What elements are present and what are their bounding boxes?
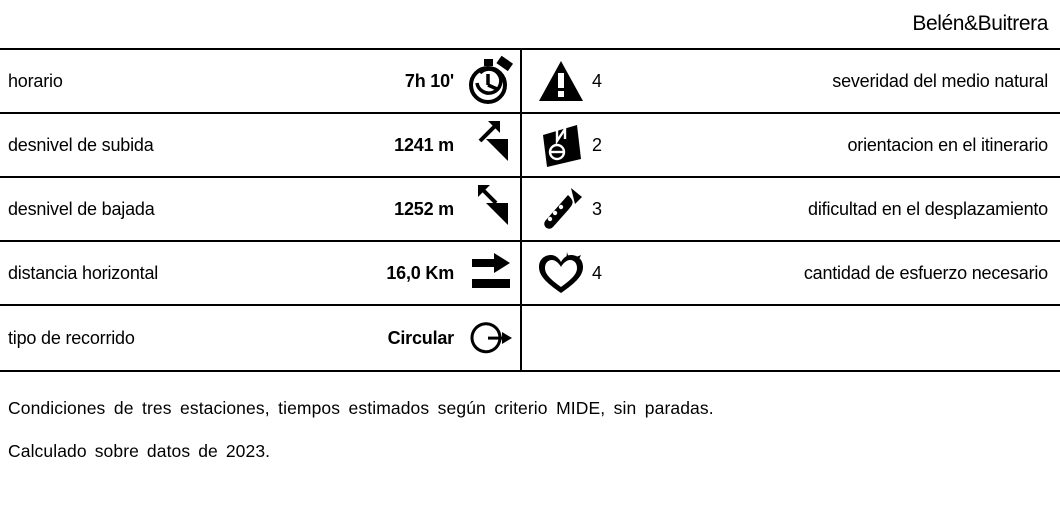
row-label: desnivel de subida bbox=[8, 134, 154, 155]
heart-effort-icon bbox=[522, 242, 592, 304]
row-score: 4 bbox=[592, 262, 603, 283]
row-score: 4 bbox=[592, 70, 603, 91]
row-description: orientacion en el itinerario bbox=[847, 134, 1048, 155]
row-label: distancia horizontal bbox=[8, 262, 159, 283]
horizontal-arrow-icon bbox=[460, 242, 520, 304]
table-row bbox=[0, 306, 1060, 370]
downhill-arrow-icon bbox=[460, 178, 520, 240]
table-row bbox=[0, 114, 1060, 178]
row-score: 3 bbox=[592, 198, 603, 219]
row-value: 1241 m bbox=[394, 134, 454, 155]
row-value: 1252 m bbox=[394, 198, 454, 219]
circular-route-icon bbox=[460, 306, 520, 370]
note-data-year: Calculado sobre datos de 2023. bbox=[8, 441, 271, 461]
row-label: desnivel de bajada bbox=[8, 198, 155, 219]
row-value: 16,0 Km bbox=[386, 262, 454, 283]
stopwatch-icon bbox=[460, 50, 520, 112]
warning-triangle-icon bbox=[522, 50, 592, 112]
page-title: Belén&Buitrera bbox=[912, 12, 1048, 35]
uphill-arrow-icon bbox=[460, 114, 520, 176]
row-score: 2 bbox=[592, 134, 603, 155]
table-row bbox=[0, 178, 1060, 242]
note-conditions: Condiciones de tres estaciones, tiempos estimados según criterio MIDE, sin paradas. bbox=[8, 398, 714, 418]
row-description: severidad del medio natural bbox=[832, 70, 1048, 91]
title-row bbox=[0, 0, 1060, 48]
compass-map-icon bbox=[522, 114, 592, 176]
row-label: horario bbox=[8, 70, 63, 91]
mide-table bbox=[0, 48, 1060, 372]
row-description: dificultad en el desplazamiento bbox=[808, 198, 1048, 219]
row-label: tipo de recorrido bbox=[8, 327, 135, 348]
notes-block bbox=[0, 372, 1060, 462]
table-row bbox=[0, 50, 1060, 114]
boot-sole-icon bbox=[522, 178, 592, 240]
row-value: Circular bbox=[387, 327, 454, 348]
empty-cell bbox=[522, 306, 1060, 370]
table-row bbox=[0, 242, 1060, 306]
row-description: cantidad de esfuerzo necesario bbox=[803, 262, 1048, 283]
row-value: 7h 10' bbox=[404, 70, 454, 91]
